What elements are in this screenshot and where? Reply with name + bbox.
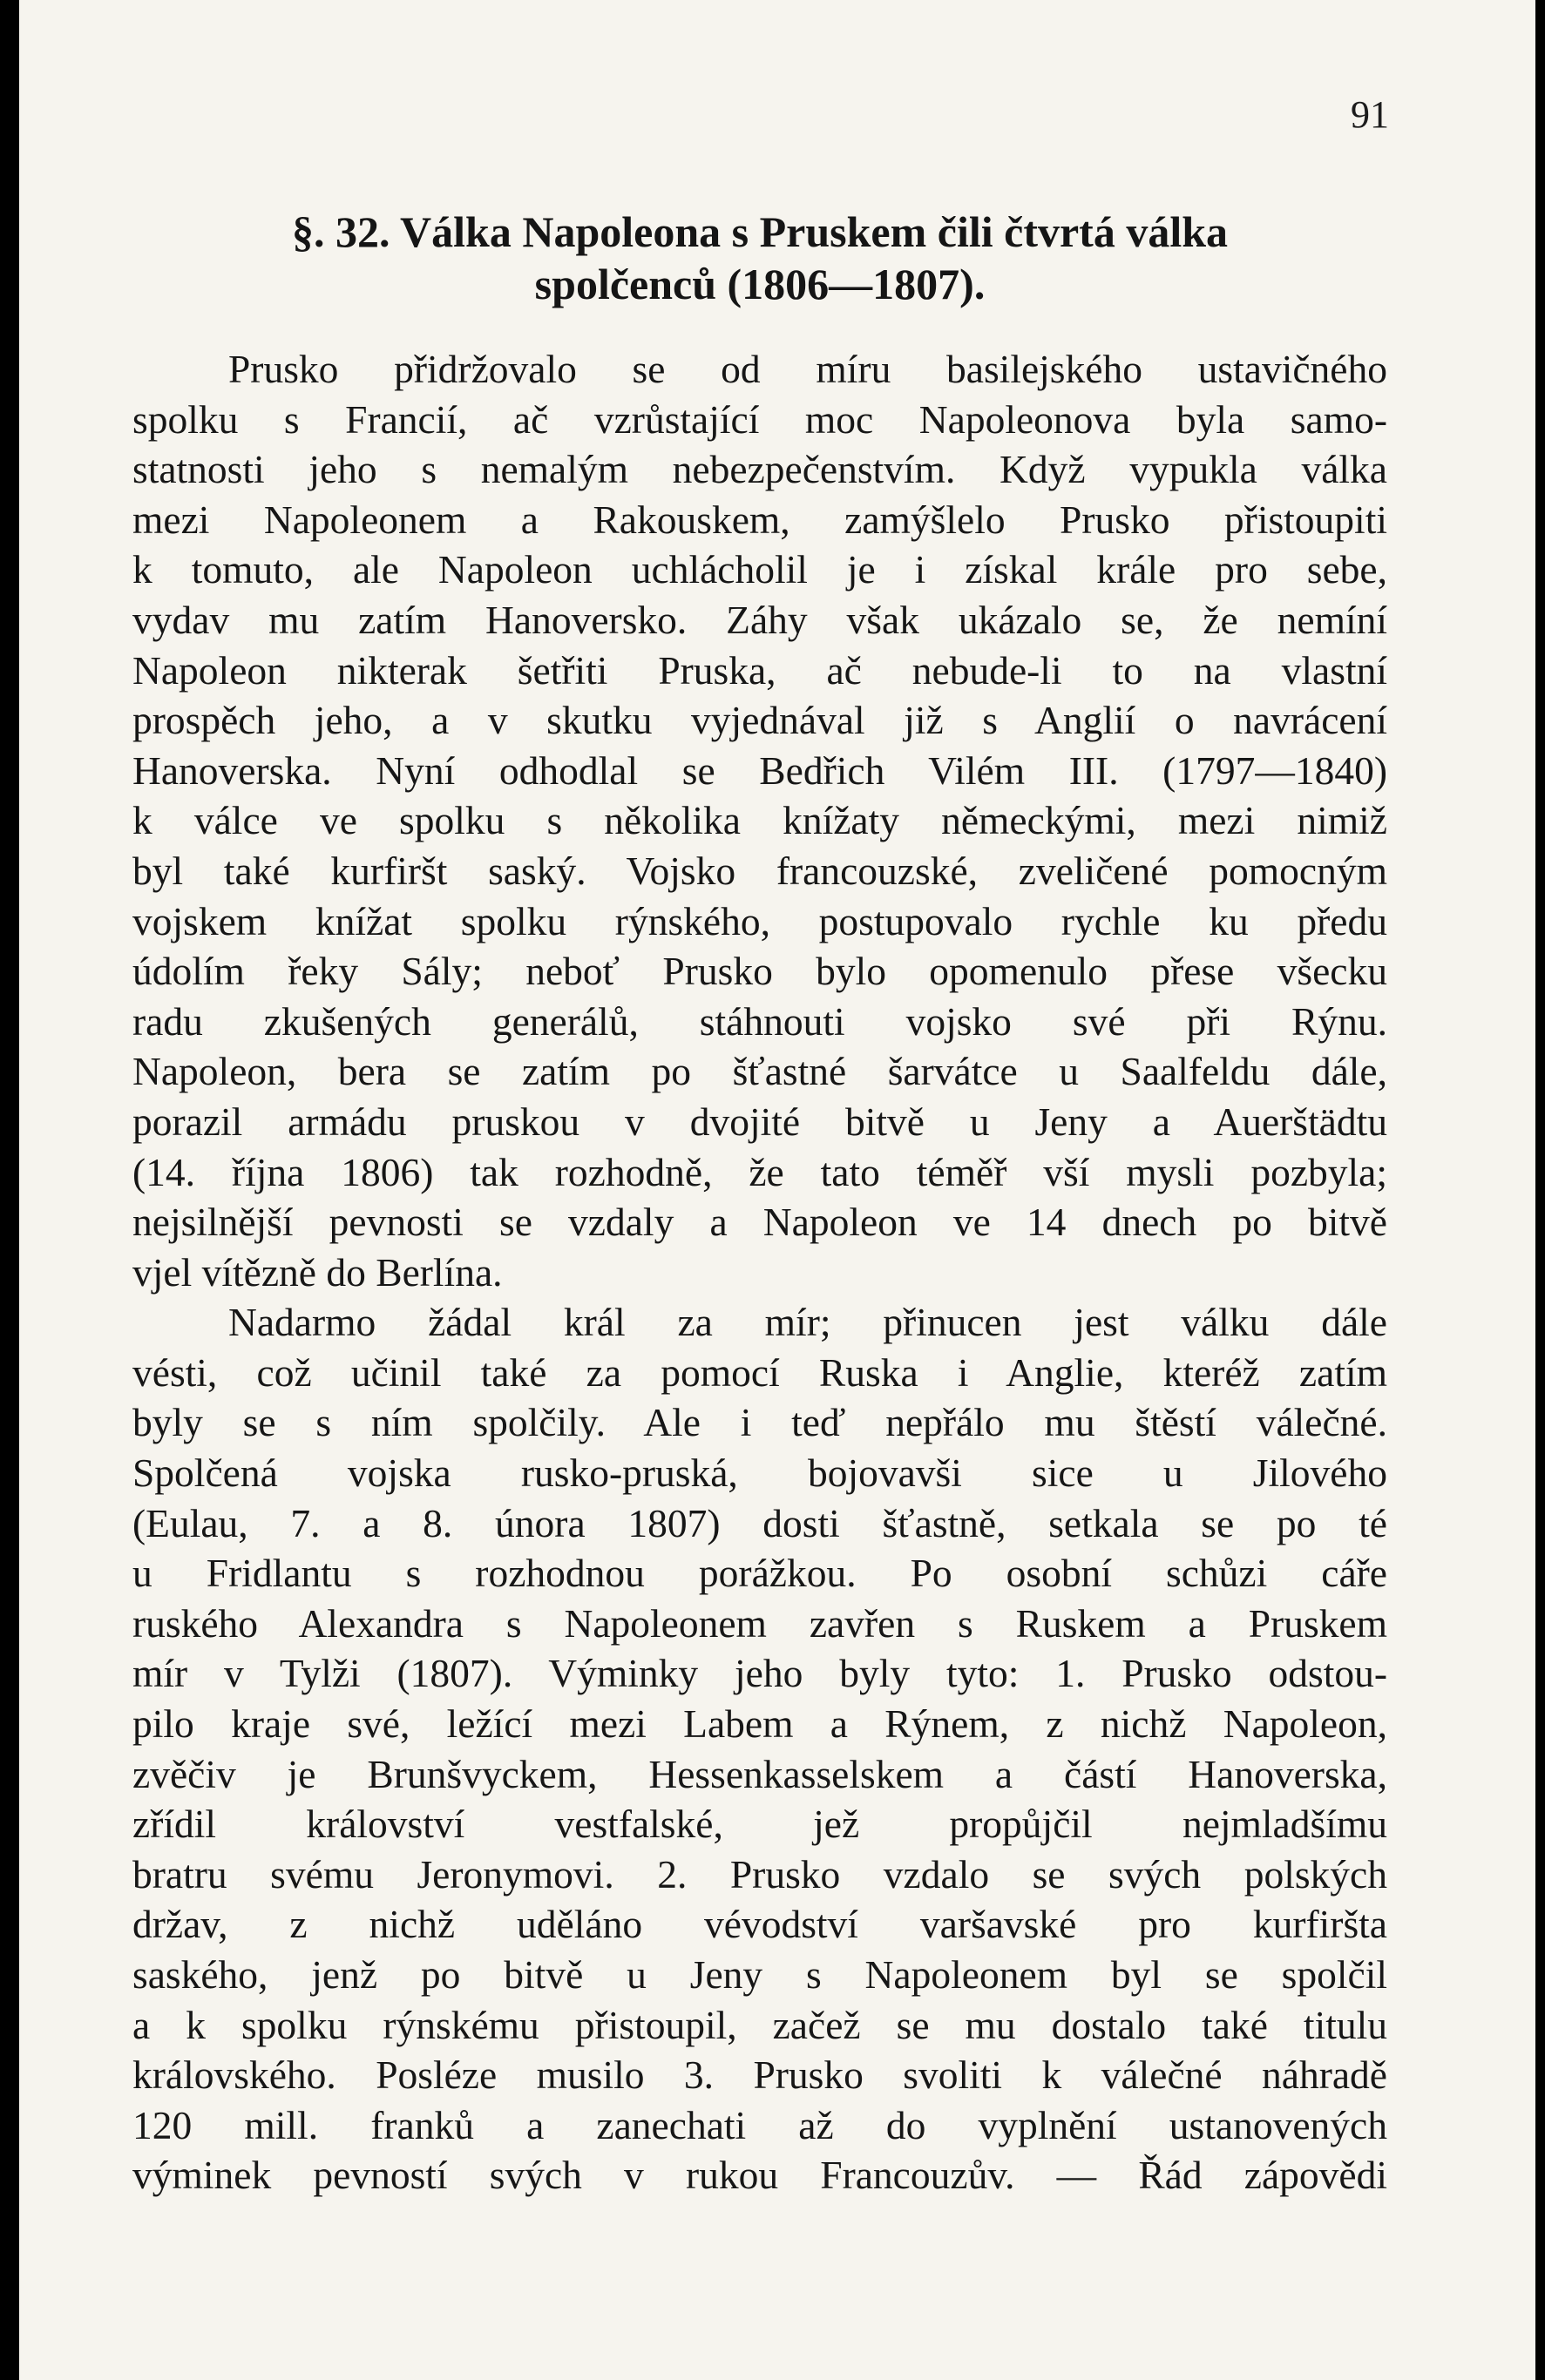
text-line: zřídil království vestfalské, jež propůjčil nejmladšímu (132, 1802, 1387, 1847)
section-heading (132, 206, 1387, 310)
text-line: zvěčiv je Brunšvyckem, Hessenkasselskem a částí Hanoverska, (132, 1751, 1387, 1796)
text-line: spolku s Francií, ač vzrůstající moc Napoleonova byla samo- (132, 396, 1387, 442)
body-text (132, 344, 1387, 2201)
text-line: držav, z nichž uděláno vévodství varšavské pro kurfiršta (132, 1902, 1387, 1947)
text-line: byly se s ním spolčily. Ale i teď nepřálo mu štěstí válečné. (132, 1400, 1387, 1445)
text-line: Napoleon, bera se zatím po šťastné šarvátce u Saalfeldu dále, (132, 1049, 1387, 1094)
text-line: mezi Napoleonem a Rakouskem, zamýšlelo Prusko přistoupiti (132, 497, 1387, 542)
text-line: Napoleon nikterak šetřiti Pruska, ač nebude-li to na vlastní (132, 647, 1387, 693)
text-line: prospěch jeho, a v skutku vyjednával již s Anglií o navrácení (132, 698, 1387, 743)
text-line: k tomuto, ale Napoleon uchlácholil je i získal krále pro sebe, (132, 547, 1387, 592)
text-line: 120 mill. franků a zanechati až do vyplnění ustanovených (132, 2102, 1387, 2147)
text-line: vydav mu zatím Hanoversko. Záhy však ukázalo se, že nemíní (132, 597, 1387, 642)
text-line: výminek pevností svých v rukou Francouzův. — Řád zápovědi (132, 2153, 1387, 2198)
text-line: u Fridlantu s rozhodnou porážkou. Po osobní schůzi cáře (132, 1551, 1387, 1596)
text-line: Spolčená vojska rusko-pruská, bojovavši sice u Jilového (132, 1450, 1387, 1496)
text-line: vjel vítězně do Berlína. (132, 1249, 503, 1295)
page-number: 91 (1351, 93, 1389, 136)
text-line: byl také kurfiršt saský. Vojsko francouzské, zveličené pomocným (132, 848, 1387, 893)
text-line: vojskem knížat spolku rýnského, postupovalo rychle ku předu (132, 898, 1387, 943)
text-line: saského, jenž po bitvě u Jeny s Napoleonem byl se spolčil (132, 1952, 1387, 1997)
text-line: mír v Tylži (1807). Výminky jeho byly tyto: 1. Prusko odstou- (132, 1651, 1387, 1696)
text-line: královského. Posléze musilo 3. Prusko svoliti k válečné náhradě (132, 2052, 1387, 2098)
text-line: Prusko přidržovalo se od míru basilejského ustavičného (228, 347, 1387, 391)
text-line: bratru svému Jeronymovi. 2. Prusko vzdalo se svých polských (132, 1851, 1387, 1897)
text-line: údolím řeky Sály; neboť Prusko bylo opomenulo přese všecku (132, 949, 1387, 994)
text-line: vésti, což učinil také za pomocí Ruska i Anglie, kteréž zatím (132, 1349, 1387, 1395)
text-line: nejsilnější pevnosti se vzdaly a Napoleon ve 14 dnech po bitvě (132, 1200, 1387, 1245)
text-line: radu zkušených generálů, stáhnouti vojsko své při Rýnu. (132, 998, 1387, 1044)
text-line: (Eulau, 7. a 8. února 1807) dosti šťastně, setkala se po té (132, 1500, 1387, 1545)
text-line: Hanoverska. Nyní odhodlal se Bedřich Vilém III. (1797—1840) (132, 747, 1387, 793)
text-line: Nadarmo žádal král za mír; přinucen jest válku dále (228, 1300, 1387, 1345)
text-line: ruského Alexandra s Napoleonem zavřen s Ruskem a Pruskem (132, 1600, 1387, 1646)
text-line: pilo kraje své, ležící mezi Labem a Rýnem, z nichž Napoleon, (132, 1701, 1387, 1747)
text-line: porazil armádu pruskou v dvojité bitvě u Jeny a Auerštädtu (132, 1099, 1387, 1144)
text-line: a k spolku rýnskému přistoupil, začež se mu dostalo také titulu (132, 2002, 1387, 2047)
text-line: k válce ve spolku s několika knížaty německými, mezi nimiž (132, 798, 1387, 843)
section-heading-line-1: §. 32. Válka Napoleona s Pruskem čili čtvrtá válka (291, 207, 1229, 256)
text-line: statnosti jeho s nemalým nebezpečenstvím. Když vypukla válka (132, 447, 1387, 492)
text-line: (14. října 1806) tak rozhodně, že tato téměř vší mysli pozbyla; (132, 1149, 1387, 1194)
book-page (19, 0, 1535, 2380)
section-heading-line-2: spolčenců (1806—1807). (534, 260, 986, 308)
